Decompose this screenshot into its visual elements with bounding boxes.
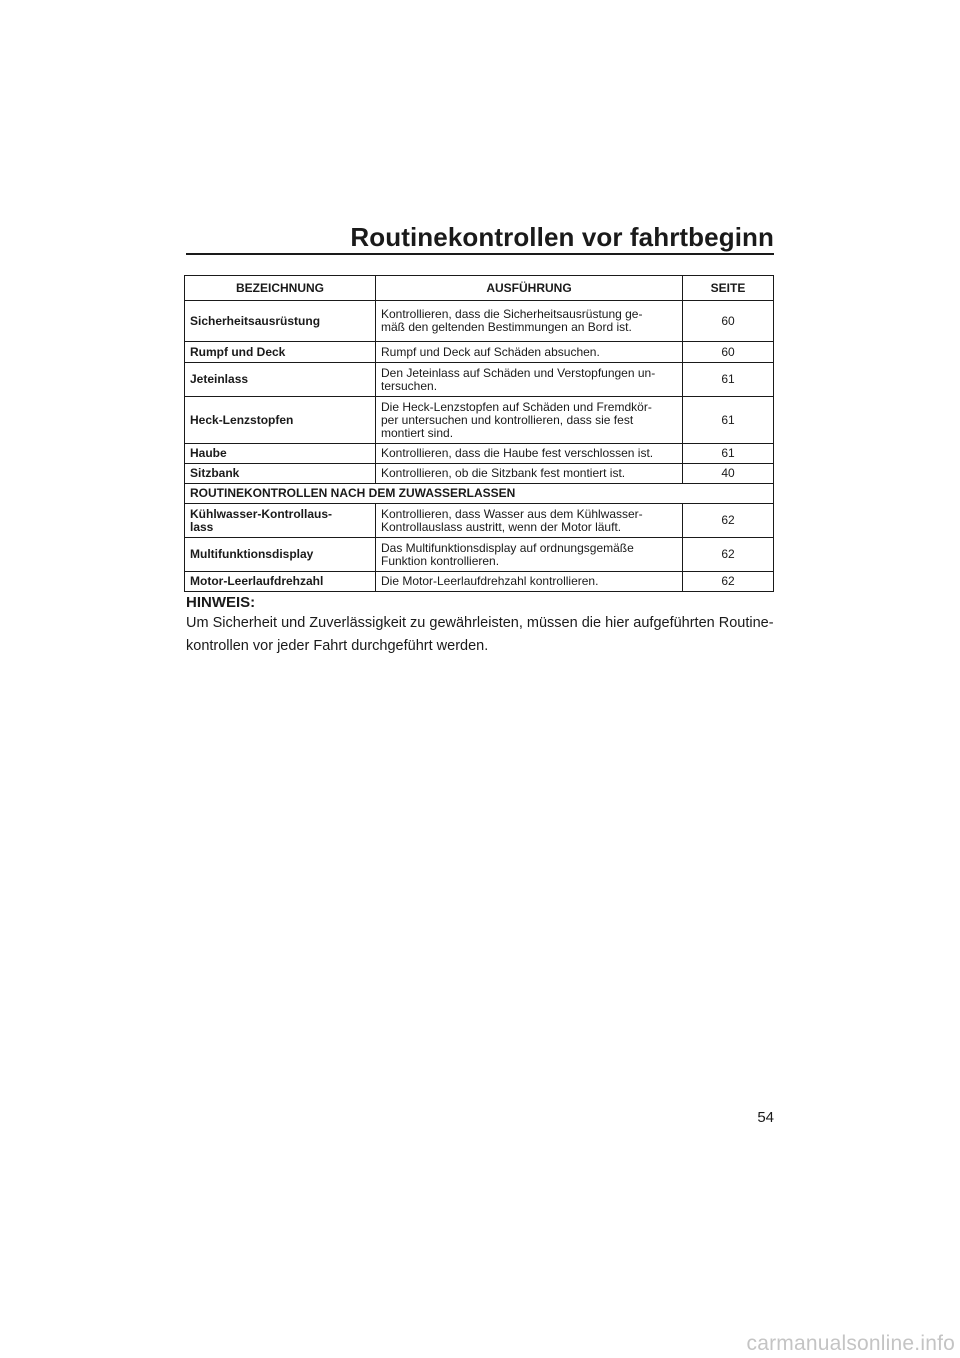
page-number: 54	[757, 1109, 774, 1126]
table-row	[185, 363, 774, 397]
title-rule	[186, 253, 774, 255]
checklist-table	[184, 275, 774, 592]
section-title: ROUTINEKONTROLLEN NACH DEM ZUWASSERLASSEN	[185, 484, 774, 504]
row-page: 62	[683, 538, 774, 572]
column-header-page: SEITE	[683, 276, 774, 301]
row-action: Die Motor-Leerlaufdrehzahl kontrollieren.	[376, 572, 683, 592]
row-name: Kühlwasser-Kontrollaus- lass	[185, 504, 376, 538]
row-name: Multifunktionsdisplay	[185, 538, 376, 572]
row-name: Jeteinlass	[185, 363, 376, 397]
row-action: Das Multifunktionsdisplay auf ordnungsgemäße Funktion kontrollieren.	[376, 538, 683, 572]
row-action: Kontrollieren, dass Wasser aus dem Kühlwasser- Kontrollauslass austritt, wenn der Motor läuft.	[376, 504, 683, 538]
table-section-row	[185, 484, 774, 504]
page-title: Routinekontrollen vor fahrtbeginn	[350, 222, 774, 252]
table-row	[185, 464, 774, 484]
note-heading: HINWEIS:	[186, 594, 256, 611]
table-row	[185, 342, 774, 363]
row-name: Haube	[185, 444, 376, 464]
row-action: Kontrollieren, dass die Haube fest verschlossen ist.	[376, 444, 683, 464]
table-row	[185, 572, 774, 592]
row-action: Rumpf und Deck auf Schäden absuchen.	[376, 342, 683, 363]
row-action: Kontrollieren, dass die Sicherheitsausrüstung ge- mäß den geltenden Bestimmungen an Bord ist.	[376, 301, 683, 342]
row-page: 62	[683, 504, 774, 538]
row-page: 60	[683, 342, 774, 363]
row-page: 40	[683, 464, 774, 484]
row-action: Die Heck-Lenzstopfen auf Schäden und Fremdkör- per untersuchen und kontrollieren, dass sie fest montiert sind.	[376, 397, 683, 444]
row-page: 62	[683, 572, 774, 592]
note-text: Um Sicherheit und Zuverlässigkeit zu gewährleisten, müssen die hier aufgeführten Routine- kontrollen vor jeder Fahrt durchgeführt werden.	[186, 615, 774, 654]
table-row	[185, 504, 774, 538]
row-action: Den Jeteinlass auf Schäden und Verstopfungen un- tersuchen.	[376, 363, 683, 397]
column-header-action: AUSFÜHRUNG	[376, 276, 683, 301]
table-header-row	[185, 276, 774, 301]
row-page: 60	[683, 301, 774, 342]
row-name: Sicherheitsausrüstung	[185, 301, 376, 342]
row-page: 61	[683, 444, 774, 464]
row-page: 61	[683, 363, 774, 397]
column-header-name: BEZEICHNUNG	[185, 276, 376, 301]
table-row	[185, 397, 774, 444]
table-row	[185, 538, 774, 572]
row-page: 61	[683, 397, 774, 444]
row-name: Rumpf und Deck	[185, 342, 376, 363]
table-row	[185, 444, 774, 464]
watermark[interactable]: carmanualsonline.info	[746, 1332, 955, 1355]
row-name: Heck-Lenzstopfen	[185, 397, 376, 444]
row-action: Kontrollieren, ob die Sitzbank fest montiert ist.	[376, 464, 683, 484]
row-name: Sitzbank	[185, 464, 376, 484]
table-row	[185, 301, 774, 342]
row-name: Motor-Leerlaufdrehzahl	[185, 572, 376, 592]
